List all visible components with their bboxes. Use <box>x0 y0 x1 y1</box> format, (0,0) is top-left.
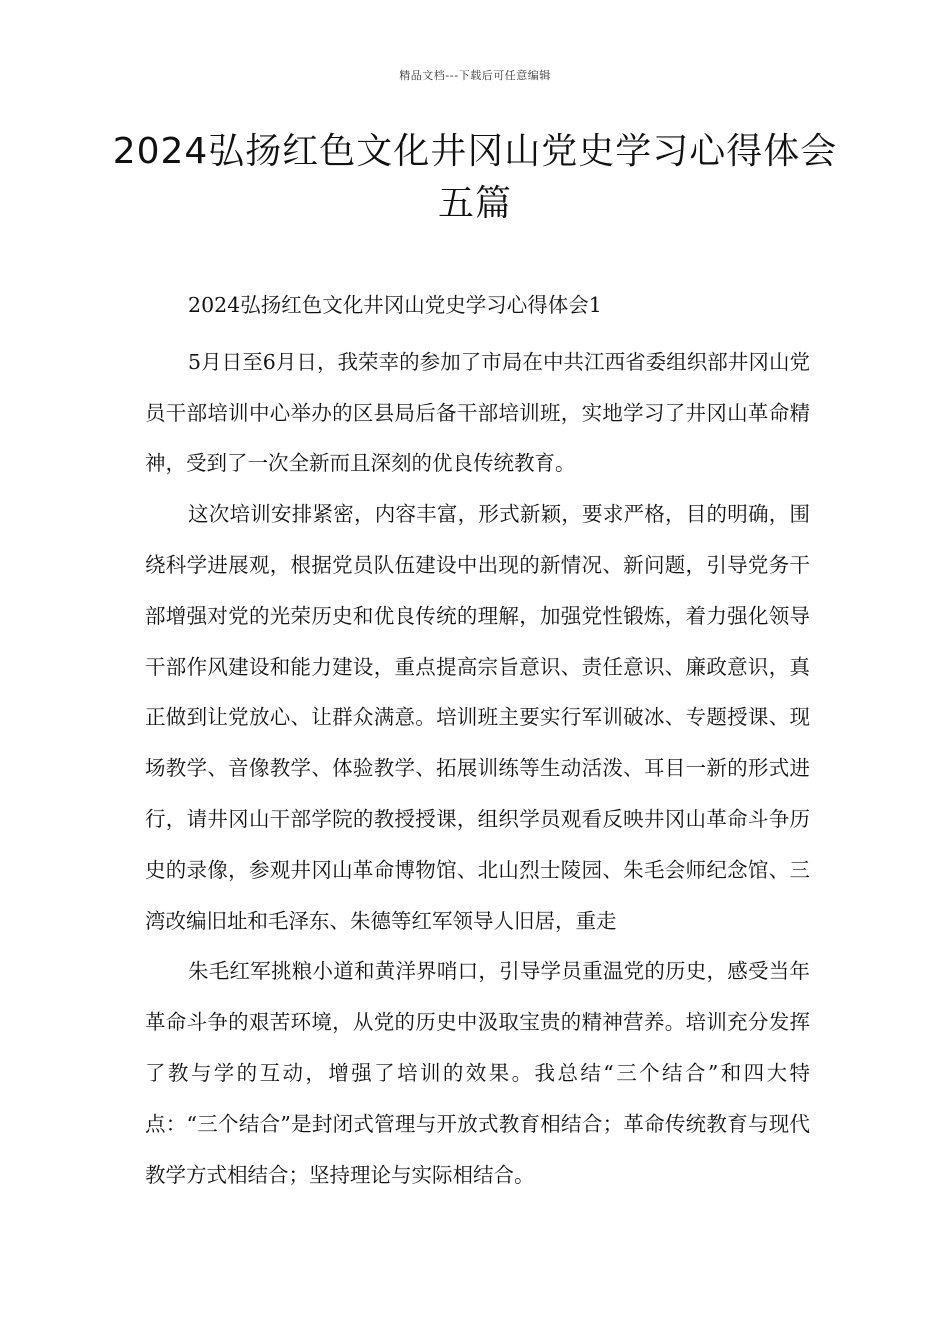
document-title: 2024弘扬红色文化井冈山党史学习心得体会五篇 <box>112 131 838 224</box>
document-body <box>145 280 810 1200</box>
section-subtitle: 2024弘扬红色文化井冈山党史学习心得体会1 <box>188 293 602 317</box>
paragraph-2: 这次培训安排紧密，内容丰富，形式新颖，要求严格，目的明确，围绕科学进展观，根据党员队伍建设中出现的新情况、新问题，引导党务干部增强对党的光荣历史和优良传统的理解，加强党性锻炼，着力强化领导干部作风建设和能力建设，重点提高宗旨意识、责任意识、廉政意识，真正做到让党放心、让群众满意。培训班主要实行军训破冰、专题授课、现场教学、音像教学、体验教学、拓展训练等生动活泼、耳目一新的形式进行，请井冈山干部学院的教授授课，组织学员观看反映井冈山革命斗争历史的录像，参观井冈山革命博物馆、北山烈士陵园、朱毛会师纪念馆、三湾改编旧址和毛泽东、朱德等红军领导人旧居，重走 <box>145 502 810 933</box>
paragraph-3: 朱毛红军挑粮小道和黄洋界哨口，引导学员重温党的历史，感受当年革命斗争的艰苦环境，从党的历史中汲取宝贵的精神营养。培训充分发挥了教与学的互动，增强了培训的效果。我总结“三个结合”和四大特点：“三个结合”是封闭式管理与开放式教育相结合；革命传统教育与现代教学方式相结合；坚持理论与实际相结合。 <box>145 959 810 1187</box>
header-note: 精品文档---下载后可任意编辑 <box>399 69 551 82</box>
paragraph-1: 5月日至6月日，我荣幸的参加了市局在中共江西省委组织部井冈山党员干部培训中心举办的区县局后备干部培训班，实地学习了井冈山革命精神，受到了一次全新而且深刻的优良传统教育。 <box>145 349 810 476</box>
